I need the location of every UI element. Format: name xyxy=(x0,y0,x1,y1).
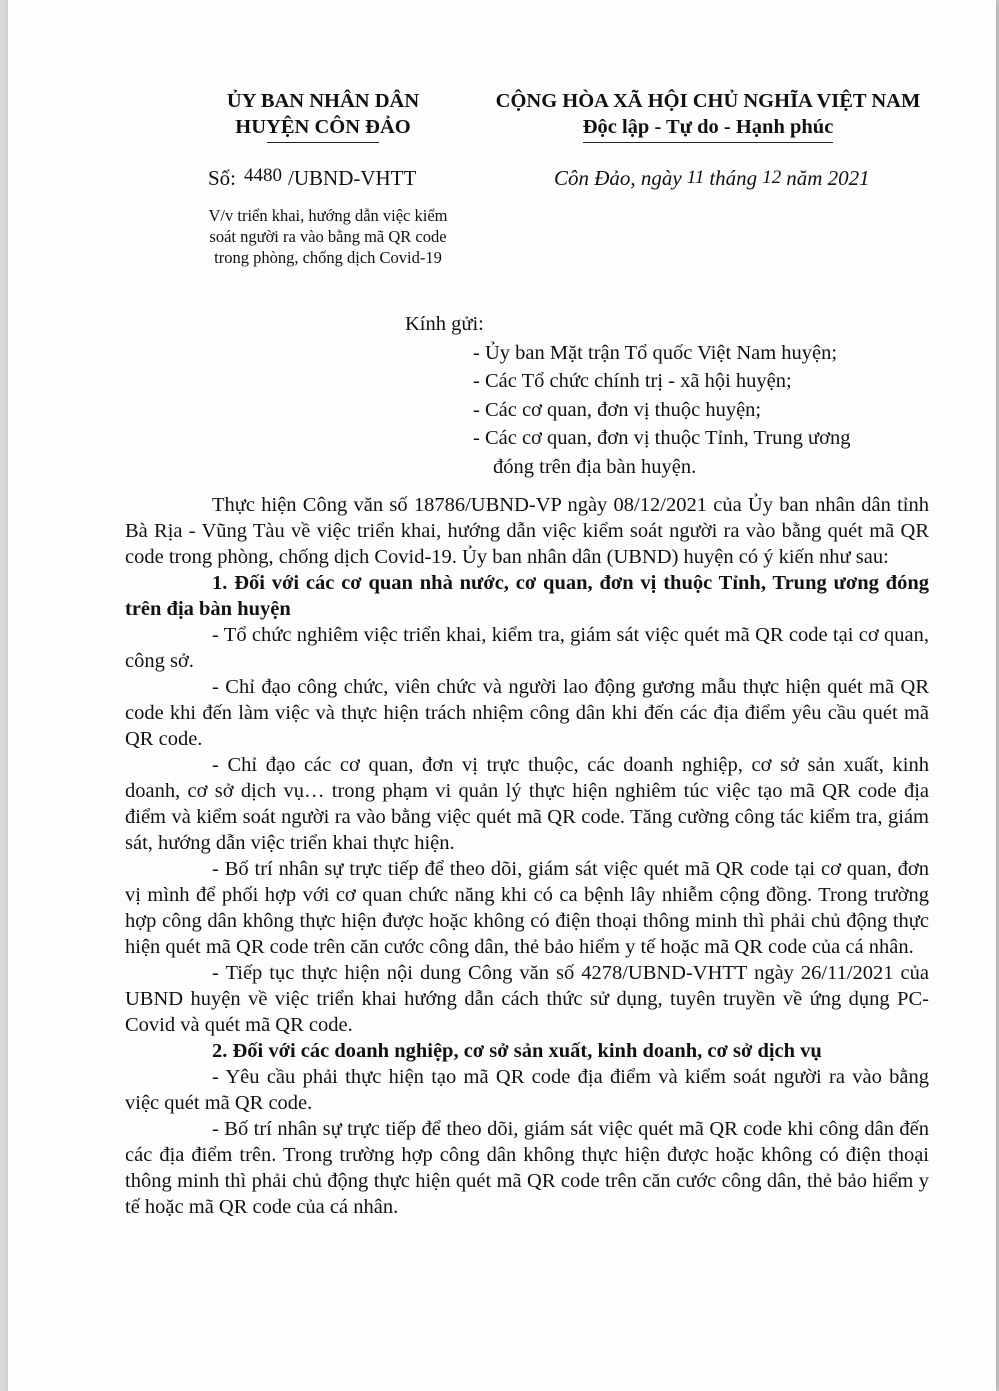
section-2-item: - Bố trí nhân sự trực tiếp để theo dõi, giám sát việc quét mã QR code khi công dân đến các địa điểm trên. Trong trường hợp công dân không thực hiện được hoặc không có điện thoại thông minh thì phải chủ động thực hiện quét mã QR code trên căn cước công dân, thẻ bảo hiểm y tế hoặc mã QR code của cá nhân. xyxy=(125,1118,929,1218)
doc-number-value: 4480 xyxy=(244,165,283,186)
org-name-line1: ỦY BAN NHÂN DÂN xyxy=(226,90,420,112)
subject-line: V/v triển khai, hướng dẫn việc kiểm xyxy=(208,206,448,225)
national-title xyxy=(478,88,938,140)
subject-line: trong phòng, chống dịch Covid-19 xyxy=(214,248,442,267)
org-name-line2: HUYỆN CÔN ĐẢO xyxy=(235,116,411,138)
section-1-item: - Tổ chức nghiêm việc triển khai, kiểm tra, giám sát việc quét mã QR code tại cơ quan, công sở. xyxy=(125,624,929,672)
document-body xyxy=(125,492,929,1220)
section-1-item: - Bố trí nhân sự trực tiếp để theo dõi, giám sát việc quét mã QR code tại cơ quan, đơn vị mình để phối hợp với cơ quan chức năng khi có ca bệnh lây nhiễm cộng đồng. Trong trường hợp công dân không thực hiện được hoặc không có điện thoại thông minh thì phải chủ động thực hiện quét mã QR code trên căn cước công dân, thẻ bảo hiểm y tế hoặc mã QR code của cá nhân. xyxy=(125,858,929,958)
date-year: năm 2021 xyxy=(786,166,870,190)
doc-number-prefix: Số: xyxy=(208,166,237,190)
section-1-item: - Tiếp tục thực hiện nội dung Công văn số 4278/UBND-VHTT ngày 26/11/2021 của UBND huyện về việc triển khai hướng dẫn cách thức sử dụng, tuyên truyền về ứng dụng PC-Covid và quét mã QR code. xyxy=(125,962,929,1036)
date-prefix: Côn Đảo, ngày xyxy=(554,166,682,190)
recipient-item: - Các cơ quan, đơn vị thuộc Tỉnh, Trung ương xyxy=(473,427,851,449)
document-subject xyxy=(178,205,478,268)
date-month: 12 xyxy=(762,167,782,188)
document-page xyxy=(8,0,996,1391)
recipient-item-continuation: đóng trên địa bàn huyện. xyxy=(493,455,697,478)
section-2-heading: 2. Đối với các doanh nghiệp, cơ sở sản xuất, kinh doanh, cơ sở dịch vụ xyxy=(212,1040,822,1062)
date-month-label: tháng xyxy=(709,166,758,190)
recipient-item: - Các Tổ chức chính trị - xã hội huyện; xyxy=(473,370,792,392)
national-motto: Độc lập - Tự do - Hạnh phúc xyxy=(582,116,834,138)
intro-paragraph: Thực hiện Công văn số 18786/UBND-VP ngày 08/12/2021 của Ủy ban nhân dân tỉnh Bà Rịa - Vũng Tàu về việc triển khai, hướng dẫn việc kiểm soát người ra vào bằng quét mã QR code trong phòng, chống dịch Covid-19. Ủy ban nhân dân (UBND) huyện có ý kiến như sau: xyxy=(125,494,929,568)
issuing-authority xyxy=(168,88,478,140)
recipient-item: - Các cơ quan, đơn vị thuộc huyện; xyxy=(473,398,762,421)
recipients-block xyxy=(405,310,945,481)
recipients-label: Kính gửi: xyxy=(405,313,484,335)
section-1-item: - Chỉ đạo các cơ quan, đơn vị trực thuộc, các doanh nghiệp, cơ sở sản xuất, kinh doanh, cơ sở dịch vụ… trong phạm vi quản lý thực hiện nghiêm túc việc tạo mã QR code địa điểm và kiểm soát người ra vào bằng việc quét mã QR code. Tăng cường công tác kiểm tra, giám sát, hướng dẫn việc triển khai thực hiện. xyxy=(125,754,929,854)
recipient-item: - Ủy ban Mặt trận Tổ quốc Việt Nam huyện; xyxy=(473,341,838,364)
doc-number-suffix: /UBND-VHTT xyxy=(288,166,417,190)
country-name: CỘNG HÒA XÃ HỘI CHỦ NGHĨA VIỆT NAM xyxy=(495,90,921,112)
subject-line: soát người ra vào bằng mã QR code xyxy=(209,227,447,246)
section-1-heading: 1. Đối với các cơ quan nhà nước, cơ quan, đơn vị thuộc Tỉnh, Trung ương đóng trên địa bàn huyện xyxy=(125,572,929,620)
section-1-item: - Chỉ đạo công chức, viên chức và người lao động gương mẫu thực hiện quét mã QR code khi đến làm việc và thực hiện trách nhiệm công dân khi đến các địa điểm yêu cầu quét mã QR code. xyxy=(125,676,929,750)
document-number xyxy=(208,166,416,191)
issue-date xyxy=(554,166,870,191)
section-2-item: - Yêu cầu phải thực hiện tạo mã QR code địa điểm và kiểm soát người ra vào bằng việc quét mã QR code. xyxy=(125,1066,929,1114)
date-day: 11 xyxy=(686,167,705,188)
